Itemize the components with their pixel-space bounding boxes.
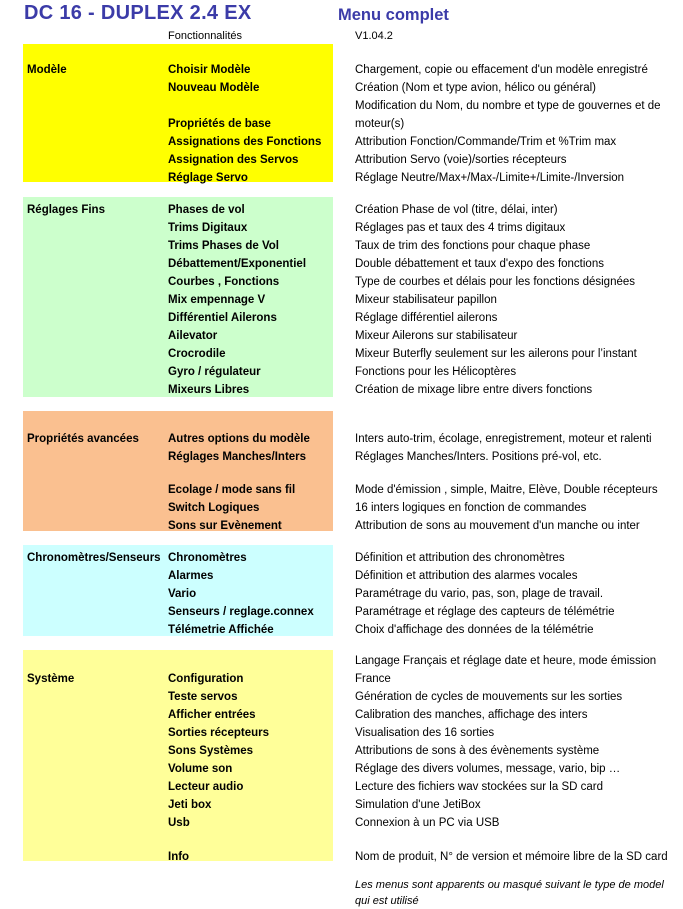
menu-item-description: Mode d'émission , simple, Maitre, Elève, Double récepteurs (355, 484, 658, 496)
menu-item-name: Volume son (168, 763, 233, 775)
menu-item-name: Nouveau Modèle (168, 82, 260, 94)
table-row (0, 359, 683, 399)
menu-item-name: Débattement/Exponentiel (168, 258, 307, 270)
section-category: Chronomètres/Senseurs (27, 552, 161, 564)
menu-item-name: Trims Digitaux (168, 222, 248, 234)
table-row (0, 826, 683, 866)
menu-item-description: Fonctions pour les Hélicoptères (355, 366, 517, 378)
menu-item-name: Vario (168, 588, 197, 600)
menu-item-description: Connexion à un PC via USB (355, 817, 500, 829)
menu-item-name: Senseurs / reglage.connex (168, 606, 314, 618)
menu-item-description: Calibration des manches, affichage des inters (355, 709, 588, 721)
menu-item-name: Réglages Manches/Inters (168, 451, 307, 463)
menu-item-description: Génération de cycles de mouvements sur les sorties (355, 691, 623, 703)
menu-item-name: Lecteur audio (168, 781, 244, 793)
menu-item-description: Simulation d'une JetiBox (355, 799, 481, 811)
menu-item-name: Courbes , Fonctions (168, 276, 280, 288)
menu-item-name: Phases de vol (168, 204, 245, 216)
menu-item-name: Afficher entrées (168, 709, 256, 721)
menu-item-name: Crocrodile (168, 348, 226, 360)
menu-item-name: Sons sur Evènement (168, 520, 282, 532)
menu-item-name: Propriétés de base (168, 118, 271, 130)
menu-item-description: 16 inters logiques en fonction de commandes (355, 502, 587, 514)
menu-item-name: Choisir Modèle (168, 64, 251, 76)
menu-item-description: Inters auto-trim, écolage, enregistrement, moteur et ralenti (355, 433, 652, 445)
menu-item-description: Création Phase de vol (titre, délai, inter) (355, 204, 558, 216)
menu-item-name: Différentiel Ailerons (168, 312, 277, 324)
menu-item-name: Mixeurs Libres (168, 384, 250, 396)
menu-item-name: Chronomètres (168, 552, 247, 564)
functions-header: Fonctionnalités (168, 30, 242, 42)
table-row (0, 57, 683, 97)
menu-item-name: Autres options du modèle (168, 433, 310, 445)
menu-item-name: Alarmes (168, 570, 214, 582)
footer-note: Les menus sont apparents ou masqué suivant le type de model qui est utilisé (355, 879, 664, 907)
menu-item-description: Paramétrage et réglage des capteurs de télémétrie (355, 606, 615, 618)
menu-item-description: Attribution Fonction/Commande/Trim et %Trim max (355, 136, 617, 148)
menu-item-description: Réglages pas et taux des 4 trims digitaux (355, 222, 566, 234)
menu-item-description: Réglage Neutre/Max+/Max-/Limite+/Limite-/Inversion (355, 172, 625, 184)
menu-item-description: Réglage différentiel ailerons (355, 312, 498, 324)
section-category: Réglages Fins (27, 204, 105, 216)
menu-item-name: Réglage Servo (168, 172, 248, 184)
section-category: Propriétés avancées (27, 433, 139, 445)
menu-item-description: Réglage des divers volumes, message, vario, bip … (355, 763, 621, 775)
menu-item-description: Taux de trim des fonctions pour chaque phase (355, 240, 591, 252)
menu-item-description: Double débattement et taux d'expo des fonctions (355, 258, 604, 270)
menu-item-description: Langage Français et réglage date et heure, mode émission France (355, 655, 657, 685)
menu-item-description: Attributions de sons à des évènements système (355, 745, 600, 757)
version-label: V1.04.2 (355, 30, 393, 42)
menu-item-name: Assignation des Servos (168, 154, 299, 166)
menu-item-description: Choix d'affichage des données de la télémétrie (355, 624, 594, 636)
menu-item-description: Mixeur Buterfly seulement sur les ailerons pour l’instant (355, 348, 637, 360)
menu-item-description: Attribution Servo (voie)/sorties récepteurs (355, 154, 567, 166)
menu-item-description: Mixeur Ailerons sur stabilisateur (355, 330, 518, 342)
menu-item-description: Définition et attribution des alarmes vocales (355, 570, 578, 582)
page-subtitle: Menu complet (338, 6, 449, 24)
menu-item-name: Assignations des Fonctions (168, 136, 322, 148)
menu-item-description: Définition et attribution des chronomètres (355, 552, 565, 564)
menu-item-description: Attribution de sons au mouvement d'un manche ou inter (355, 520, 640, 532)
menu-item-name: Usb (168, 817, 190, 829)
menu-item-description: Paramétrage du vario, pas, son, plage de travail. (355, 588, 604, 600)
menu-item-description: Nom de produit, N° de version et mémoire libre de la SD card (355, 851, 668, 863)
menu-item-name: Gyro / régulateur (168, 366, 261, 378)
menu-item-name: Sons Systèmes (168, 745, 254, 757)
menu-item-name: Mix empennage V (168, 294, 266, 306)
menu-item-description: Chargement, copie ou effacement d'un modèle enregistré (355, 64, 648, 76)
page-title: DC 16 - DUPLEX 2.4 EX (24, 2, 252, 24)
menu-item-name: Sorties récepteurs (168, 727, 269, 739)
section-category: Système (27, 673, 75, 685)
menu-item-description: Visualisation des 16 sorties (355, 727, 495, 739)
menu-item-name: Télémetrie Affichée (168, 624, 274, 636)
section-category: Modèle (27, 64, 67, 76)
menu-item-name: Teste servos (168, 691, 238, 703)
menu-item-description: Modification du Nom, du nombre et type de gouvernes et de moteur(s) (355, 100, 661, 130)
menu-item-description: Type de courbes et délais pour les fonctions désignées (355, 276, 636, 288)
menu-item-name: Jeti box (168, 799, 212, 811)
menu-item-description: Réglages Manches/Inters. Positions pré-vol, etc. (355, 451, 602, 463)
table-row (0, 599, 683, 639)
menu-item-name: Info (168, 851, 190, 863)
menu-item-description: Création (Nom et type avion, hélico ou général) (355, 82, 596, 94)
menu-item-name: Ecolage / mode sans fil (168, 484, 296, 496)
menu-item-description: Lecture des fichiers wav stockées sur la SD card (355, 781, 603, 793)
menu-item-name: Switch Logiques (168, 502, 260, 514)
menu-item-name: Ailevator (168, 330, 218, 342)
menu-item-name: Configuration (168, 673, 244, 685)
menu-item-name: Trims Phases de Vol (168, 240, 280, 252)
menu-item-description: Mixeur stabilisateur papillon (355, 294, 497, 306)
menu-item-description: Création de mixage libre entre divers fonctions (355, 384, 593, 396)
